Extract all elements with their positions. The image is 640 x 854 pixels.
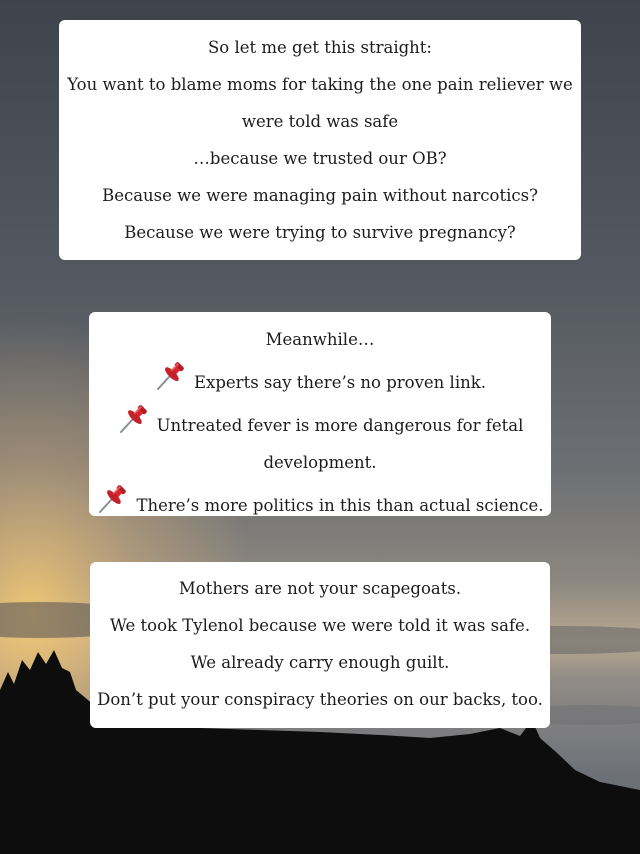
meanwhile-heading: Meanwhile… xyxy=(265,330,375,349)
closing-statement-card xyxy=(90,562,550,728)
fact-item-3 xyxy=(89,481,551,524)
fact-item-1 xyxy=(89,358,551,401)
card1-line-2: You want to blame moms for taking the one pain reliever we xyxy=(67,75,573,94)
pushpin-icon xyxy=(117,401,151,435)
pushpin-icon xyxy=(154,358,188,392)
meanwhile-facts-card xyxy=(89,312,551,516)
pushpin-icon xyxy=(96,481,130,515)
fact-text-1: Experts say there’s no proven link. xyxy=(194,373,486,392)
card3-line-1: Mothers are not your scapegoats. xyxy=(178,579,462,598)
card1-line-3: were told was safe xyxy=(241,112,399,131)
intro-question-card xyxy=(59,20,581,260)
card1-line-6: Because we were trying to survive pregnancy? xyxy=(124,223,516,242)
fact-item-2 xyxy=(89,401,551,444)
card1-line-5: Because we were managing pain without narcotics? xyxy=(102,186,538,205)
fact-item-2-continuation: development. xyxy=(263,453,377,472)
card3-line-2: We took Tylenol because we were told it was safe. xyxy=(109,616,531,635)
card3-line-3: We already carry enough guilt. xyxy=(190,653,450,672)
fact-text-3: There’s more politics in this than actual science. xyxy=(136,496,544,515)
card3-line-4: Don’t put your conspiracy theories on our backs, too. xyxy=(97,690,543,709)
card1-line-1: So let me get this straight: xyxy=(208,38,432,57)
fact-text-2: Untreated fever is more dangerous for fetal xyxy=(156,416,524,435)
card1-line-4: …because we trusted our OB? xyxy=(193,149,447,168)
